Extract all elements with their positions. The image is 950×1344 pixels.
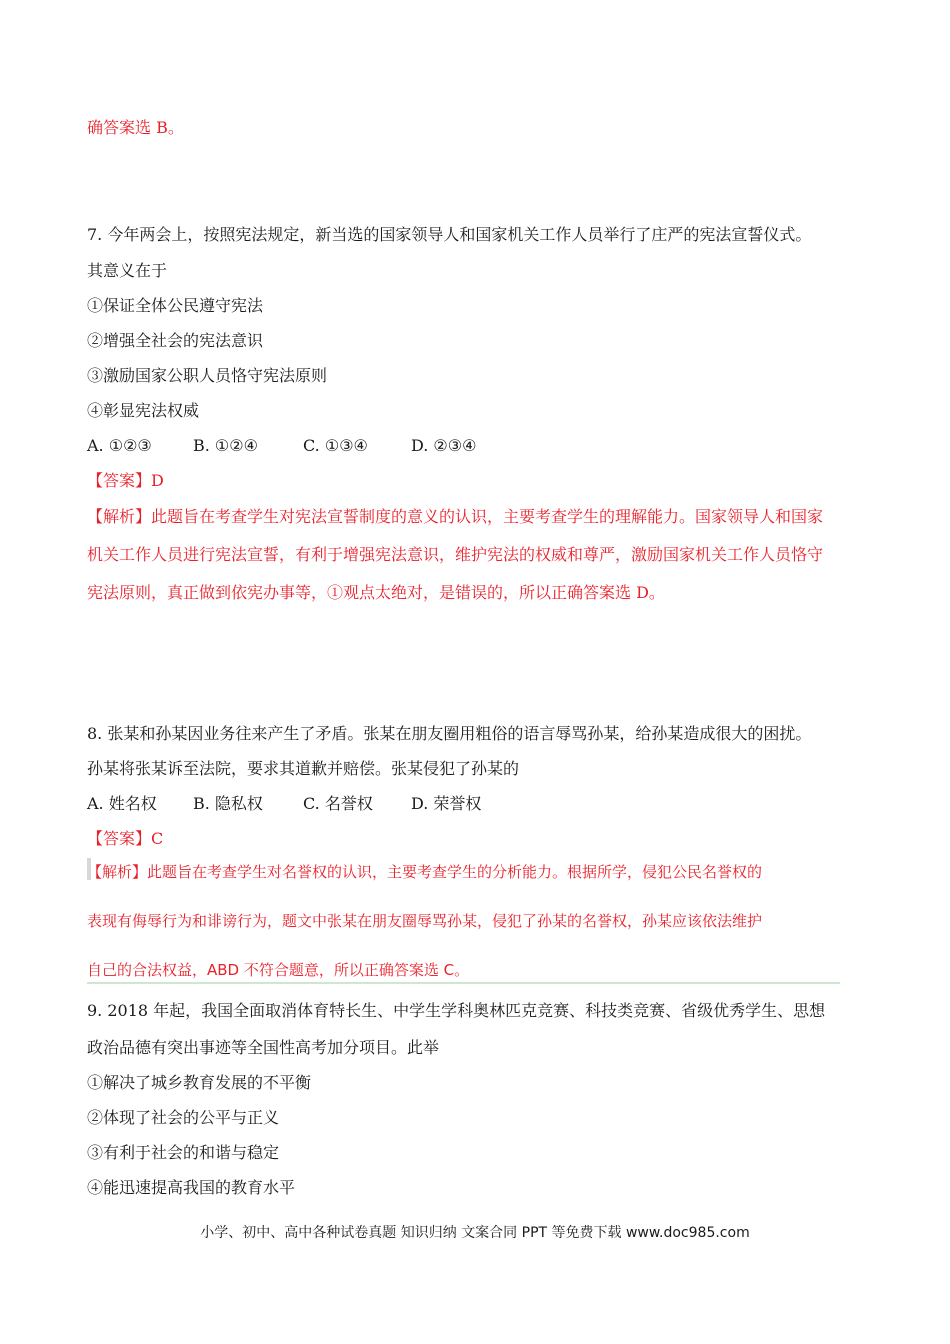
- q7-statement-2: ②增强全社会的宪法意识: [87, 331, 264, 350]
- q7-option-b: B. ①②④: [193, 436, 258, 455]
- q7-statement-1: ①保证全体公民遵守宪法: [87, 296, 264, 315]
- q7-options: [87, 436, 476, 456]
- q7-stem-line1: 7. 今年两会上，按照宪法规定，新当选的国家领导人和国家机关工作人员举行了庄严的宪法宣誓仪式。: [87, 225, 812, 244]
- q9-stem-line1: 9. 2018 年起，我国全面取消体育特长生、中学生学科奥林匹克竞赛、科技类竞赛、省级优秀学生、思想: [87, 1001, 826, 1020]
- q9-statement-2: ②体现了社会的公平与正义: [87, 1108, 280, 1127]
- q7-stem-line2: 其意义在于: [87, 261, 168, 280]
- q7-answer: 【答案】D: [87, 471, 164, 490]
- q7-analysis-line2: 机关工作人员进行宪法宣誓，有利于增强宪法意识，维护宪法的权威和尊严，激励国家机关工作人员恪守: [87, 545, 824, 564]
- page-footer: 小学、初中、高中各种试卷真题 知识归纳 文案合同 PPT 等免费下载 www.doc985.com: [200, 1225, 750, 1241]
- q7-option-d: D. ②③④: [411, 436, 477, 455]
- q7-analysis-line3: 宪法原则，真正做到依宪办事等，①观点太绝对，是错误的，所以正确答案选 D。: [87, 583, 665, 602]
- q8-option-b: B. 隐私权: [193, 794, 263, 813]
- top-answer-tail: 确答案选 B。: [87, 118, 184, 137]
- q8-analysis-line2: 表现有侮辱行为和诽谤行为，题文中张某在朋友圈辱骂孙某，侵犯了孙某的名誉权，孙某应该依法维护: [87, 912, 763, 930]
- q9-statement-3: ③有利于社会的和谐与稳定: [87, 1143, 280, 1162]
- q7-analysis-line1: 【解析】此题旨在考查学生对宪法宣誓制度的意义的认识，主要考查学生的理解能力。国家领导人和国家: [87, 507, 824, 526]
- q8-option-c: C. 名誉权: [303, 794, 373, 813]
- q8-answer: 【答案】C: [87, 829, 164, 848]
- q7-statement-4: ④彰显宪法权威: [87, 401, 200, 420]
- q8-analysis-line3: 自己的合法权益，ABD 不符合题意，所以正确答案选 C。: [87, 961, 470, 979]
- q9-statement-1: ①解决了城乡教育发展的不平衡: [87, 1073, 312, 1092]
- q8-option-a: A. 姓名权: [87, 794, 157, 813]
- q7-option-a: A. ①②③: [87, 436, 152, 455]
- q8-option-d: D. 荣誉权: [411, 794, 482, 813]
- q9-statement-4: ④能迅速提高我国的教育水平: [87, 1178, 296, 1197]
- q8-stem-line1: 8. 张某和孙某因业务往来产生了矛盾。张某在朋友圈用粗俗的语言辱骂孙某，给孙某造成很大的困扰。: [87, 724, 812, 743]
- q7-statement-3: ③激励国家公职人员恪守宪法原则: [87, 366, 328, 385]
- q7-option-c: C. ①③④: [303, 436, 368, 455]
- q8-stem-line2: 孙某将张某诉至法院，要求其道歉并赔偿。张某侵犯了孙某的: [87, 759, 520, 778]
- q9-stem-line2: 政治品德有突出事迹等全国性高考加分项目。此举: [87, 1038, 440, 1057]
- q8-options: [87, 794, 481, 814]
- analysis-divider: [87, 982, 840, 984]
- q8-analysis-line1: 【解析】此题旨在考查学生对名誉权的认识，主要考查学生的分析能力。根据所学，侵犯公民名誉权的: [87, 863, 763, 881]
